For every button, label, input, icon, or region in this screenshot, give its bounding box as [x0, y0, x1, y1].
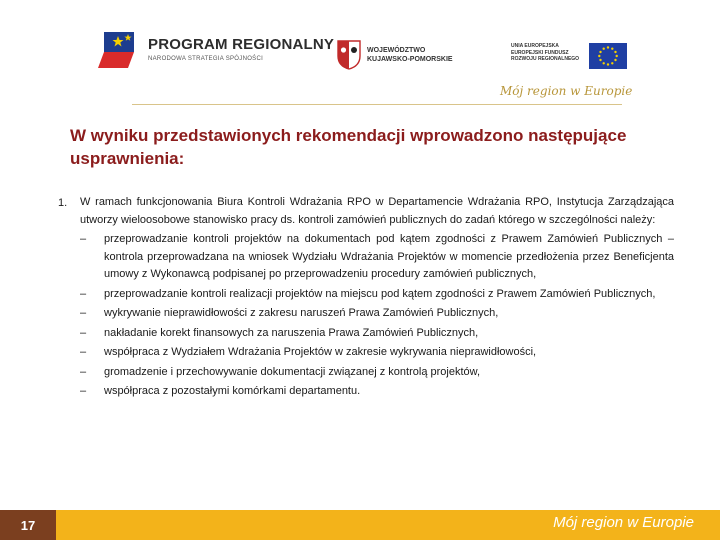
eu-flag-icon — [589, 43, 627, 69]
slide-content — [58, 194, 674, 401]
coat-of-arms-icon — [337, 40, 361, 70]
eu-line3: ROZWOJU REGIONALNEGO — [511, 56, 580, 62]
program-subtitle: NARODOWA STRATEGIA SPÓJNOŚCI — [148, 56, 264, 62]
dash-marker: – — [80, 287, 87, 300]
subitem: – wykrywanie nieprawidłowości z zakresu naruszeń Prawa Zamówień Publicznych, — [80, 305, 674, 323]
voivodeship-line1: WOJEWÓDZTWO — [367, 47, 426, 54]
subitem: – przeprowadzanie kontroli projektów na dokumentach pod kątem zgodności z Prawem Zamówień Publicznych – kontrola przeprowadzana na wniosek Wydziału Wdrażania Projektów w momencie przedłożenia przez Beneficjenta umowy z Wykonawcą podpisanej po przeprowadzeniu procedury zamówień publicznych, — [80, 231, 674, 284]
subitem: – nakładanie korekt finansowych za naruszenia Prawa Zamówień Publicznych, — [80, 325, 674, 343]
list-item — [58, 194, 674, 401]
dash-marker: – — [80, 385, 87, 397]
dash-marker: – — [80, 346, 87, 358]
slide-header — [0, 0, 720, 110]
dash-marker: – — [80, 326, 87, 339]
item-number: 1. — [58, 197, 68, 209]
item-intro: W ramach funkcjonowania Biura Kontroli Wdrażania RPO w Departamencie Wdrażania RPO, Instytucja Zarządzająca utworzy wieloosobowe stanowisko pracy ds. kontroli zamówień publicznych do zadań którego w szczególności należy: — [80, 196, 674, 226]
program-name: PROGRAM REGIONALNY — [148, 36, 335, 53]
voivodeship-logo — [337, 40, 453, 70]
subitem: – współpraca z Wydziałem Wdrażania Projektów w zakresie wykrywania nieprawidłowości, — [80, 344, 674, 362]
dash-marker: – — [80, 365, 87, 378]
eu-line2: EUROPEJSKI FUNDUSZ — [511, 49, 569, 56]
eu-logo — [511, 43, 627, 69]
dash-marker: – — [80, 307, 87, 319]
dash-marker: – — [80, 233, 87, 245]
header-divider — [132, 104, 622, 105]
subitem: – gromadzenie i przechowywanie dokumentacji związanej z kontrolą projektów, — [80, 364, 674, 382]
page-number: 17 — [0, 510, 56, 540]
voivodeship-line2: KUJAWSKO-POMORSKIE — [367, 56, 453, 63]
subitem: – współpraca z pozostałymi komórkami departamentu. — [80, 383, 674, 401]
footer-brand: Mój region w Europie — [553, 514, 694, 531]
eu-line1: UNIA EUROPEJSKA — [511, 43, 559, 49]
program-regionalny-logo — [98, 28, 334, 70]
subitem-list — [80, 231, 674, 401]
star-flag-icon — [98, 28, 140, 70]
header-tagline: Mój region w Europie — [500, 84, 633, 98]
subitem: – przeprowadzanie kontroli realizacji projektów na miejscu pod kątem zgodności z Prawem Zamówień Publicznych, — [80, 286, 674, 304]
slide-title: W wyniku przedstawionych rekomendacji wprowadzono następujące usprawnienia: — [70, 126, 627, 168]
